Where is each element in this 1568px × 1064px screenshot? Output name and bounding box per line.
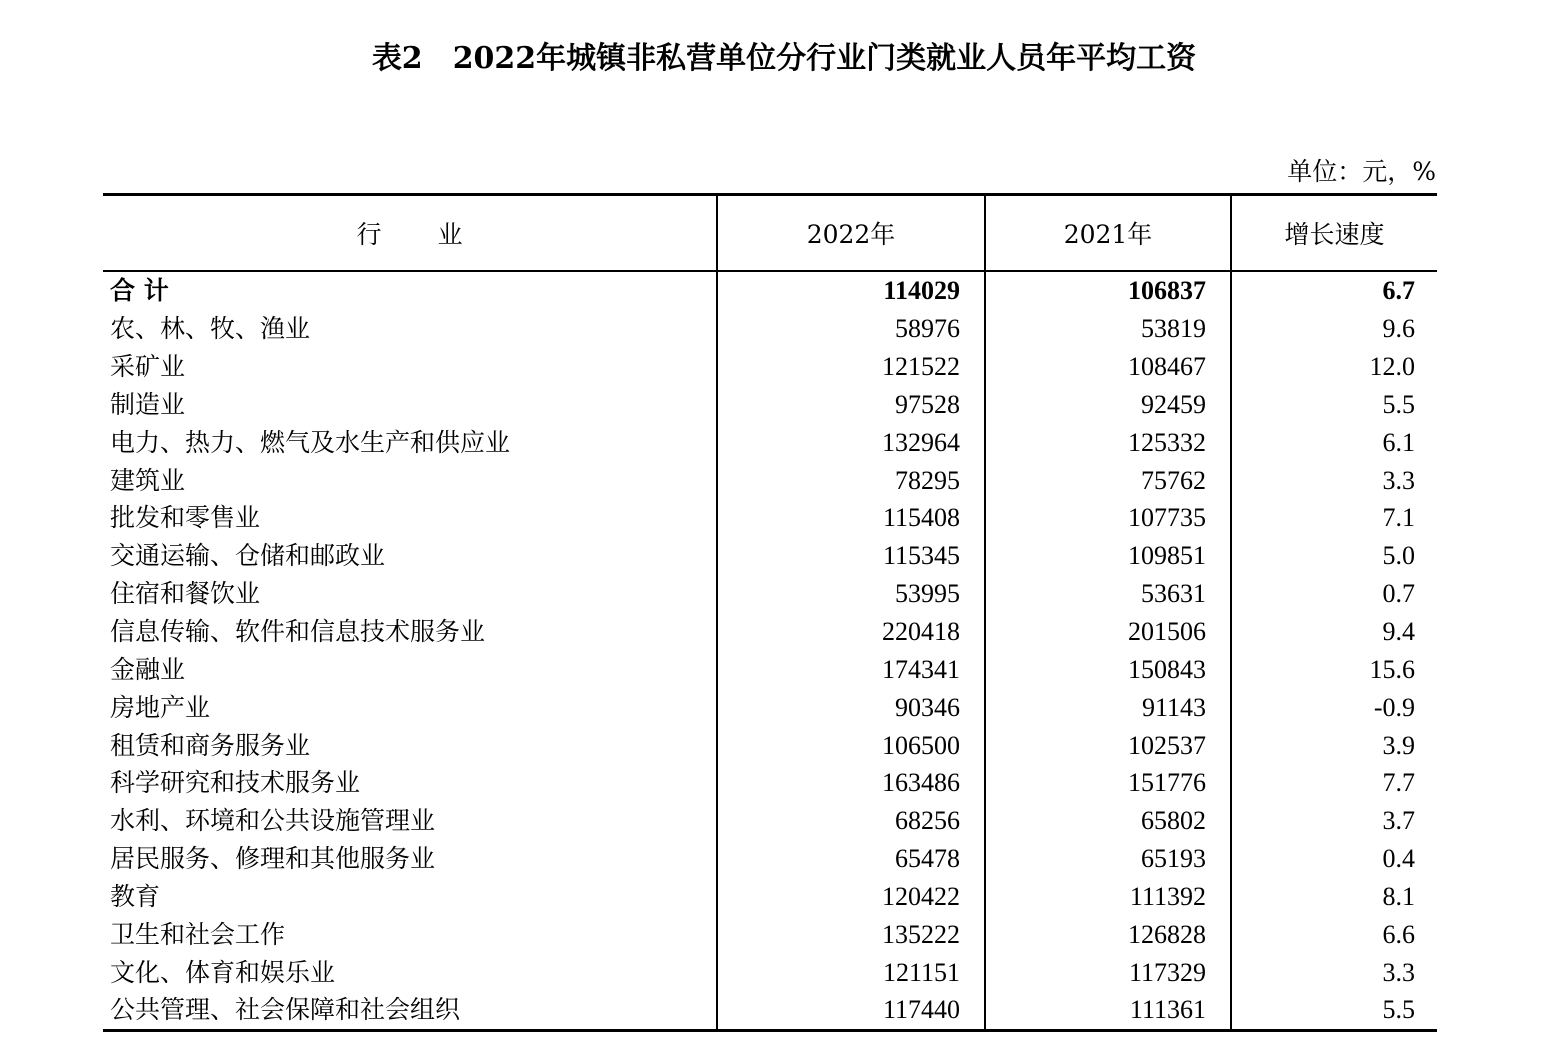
growth-rate-cell: 9.4 (1231, 613, 1437, 651)
value-2022-cell: 121522 (717, 348, 985, 386)
industry-cell: 交通运输、仓储和邮政业 (110, 541, 386, 571)
value-2021-cell: 75762 (985, 461, 1231, 499)
value-2022-cell: 115408 (717, 499, 985, 537)
value-2022-cell: 121151 (717, 953, 985, 991)
value-2021-cell: 111361 (985, 991, 1231, 1030)
growth-rate-cell: 9.6 (1231, 310, 1437, 348)
table-row (103, 386, 1437, 424)
value-2022-cell: 97528 (717, 386, 985, 424)
industry-cell: 文化、体育和娱乐业 (110, 957, 336, 987)
growth-rate-cell: 3.7 (1231, 802, 1437, 840)
table-row (103, 953, 1437, 991)
industry-cell: 水利、环境和公共设施管理业 (110, 806, 436, 836)
value-2021-cell: 125332 (985, 423, 1231, 461)
industry-cell: 科学研究和技术服务业 (110, 768, 361, 798)
value-2021-cell: 106837 (985, 271, 1231, 310)
value-2022-cell: 115345 (717, 537, 985, 575)
header-2021: 2021年 (985, 195, 1231, 272)
growth-rate-cell: -0.9 (1231, 688, 1437, 726)
table-row-total (103, 271, 1437, 310)
table-row (103, 461, 1437, 499)
table-row (103, 613, 1437, 651)
table-header-row (103, 195, 1437, 272)
value-2021-cell: 108467 (985, 348, 1231, 386)
industry-cell: 金融业 (110, 654, 186, 684)
industry-cell: 采矿业 (110, 352, 186, 382)
value-2021-cell: 151776 (985, 764, 1231, 802)
value-2022-cell: 106500 (717, 726, 985, 764)
value-2021-cell: 53819 (985, 310, 1231, 348)
value-2022-cell: 120422 (717, 878, 985, 916)
value-2022-cell: 163486 (717, 764, 985, 802)
growth-rate-cell: 3.3 (1231, 461, 1437, 499)
value-2022-cell: 114029 (717, 271, 985, 310)
table-row (103, 878, 1437, 916)
table-row (103, 802, 1437, 840)
growth-rate-cell: 6.6 (1231, 915, 1437, 953)
value-2021-cell: 150843 (985, 650, 1231, 688)
unit-label: 单位：元，% (1287, 157, 1436, 186)
growth-rate-cell: 3.9 (1231, 726, 1437, 764)
growth-rate-cell: 6.7 (1231, 271, 1437, 310)
industry-cell: 教育 (110, 881, 161, 911)
table-row (103, 650, 1437, 688)
value-2021-cell: 65193 (985, 840, 1231, 878)
industry-cell: 卫生和社会工作 (110, 919, 286, 949)
table-row (103, 688, 1437, 726)
value-2021-cell: 65802 (985, 802, 1231, 840)
value-2022-cell: 117440 (717, 991, 985, 1030)
industry-cell: 制造业 (110, 389, 186, 419)
industry-cell: 农、林、牧、渔业 (110, 314, 311, 344)
header-industry-label: 行业 (356, 220, 519, 249)
industry-cell: 信息传输、软件和信息技术服务业 (110, 617, 486, 647)
value-2021-cell: 201506 (985, 613, 1231, 651)
table-row (103, 310, 1437, 348)
industry-cell: 电力、热力、燃气及水生产和供应业 (110, 427, 511, 457)
wage-table (103, 193, 1437, 1032)
industry-cell: 住宿和餐饮业 (110, 579, 261, 609)
growth-rate-cell: 5.5 (1231, 386, 1437, 424)
table-title-text: 2022年城镇非私营单位分行业门类就业人员年平均工资 (452, 41, 1197, 76)
table-row (103, 537, 1437, 575)
value-2021-cell: 117329 (985, 953, 1231, 991)
growth-rate-cell: 7.1 (1231, 499, 1437, 537)
value-2022-cell: 58976 (717, 310, 985, 348)
value-2021-cell: 92459 (985, 386, 1231, 424)
header-growth: 增长速度 (1231, 195, 1437, 272)
value-2022-cell: 68256 (717, 802, 985, 840)
industry-cell: 租赁和商务服务业 (110, 730, 311, 760)
table-row (103, 423, 1437, 461)
header-industry (103, 195, 717, 272)
industry-cell: 公共管理、社会保障和社会组织 (110, 995, 461, 1025)
industry-cell: 合 计 (110, 276, 169, 306)
value-2021-cell: 91143 (985, 688, 1231, 726)
industry-cell: 批发和零售业 (110, 503, 261, 533)
growth-rate-cell: 7.7 (1231, 764, 1437, 802)
table-row (103, 726, 1437, 764)
value-2021-cell: 53631 (985, 575, 1231, 613)
growth-rate-cell: 8.1 (1231, 878, 1437, 916)
growth-rate-cell: 6.1 (1231, 423, 1437, 461)
industry-cell: 房地产业 (110, 692, 211, 722)
table-row (103, 840, 1437, 878)
value-2022-cell: 78295 (717, 461, 985, 499)
growth-rate-cell: 15.6 (1231, 650, 1437, 688)
value-2022-cell: 220418 (717, 613, 985, 651)
growth-rate-cell: 3.3 (1231, 953, 1437, 991)
table-row (103, 499, 1437, 537)
value-2022-cell: 135222 (717, 915, 985, 953)
table-number: 表2 (371, 41, 423, 76)
growth-rate-cell: 0.4 (1231, 840, 1437, 878)
value-2021-cell: 126828 (985, 915, 1231, 953)
value-2021-cell: 102537 (985, 726, 1231, 764)
table-row (103, 575, 1437, 613)
value-2022-cell: 53995 (717, 575, 985, 613)
table-row (103, 348, 1437, 386)
growth-rate-cell: 12.0 (1231, 348, 1437, 386)
industry-cell: 居民服务、修理和其他服务业 (110, 844, 436, 874)
value-2021-cell: 107735 (985, 499, 1231, 537)
value-2022-cell: 132964 (717, 423, 985, 461)
industry-cell: 建筑业 (110, 465, 186, 495)
value-2022-cell: 90346 (717, 688, 985, 726)
growth-rate-cell: 5.5 (1231, 991, 1437, 1030)
value-2021-cell: 111392 (985, 878, 1231, 916)
table-row (103, 764, 1437, 802)
table-title (0, 34, 1568, 84)
table-row (103, 915, 1437, 953)
value-2021-cell: 109851 (985, 537, 1231, 575)
growth-rate-cell: 0.7 (1231, 575, 1437, 613)
header-2022: 2022年 (717, 195, 985, 272)
growth-rate-cell: 5.0 (1231, 537, 1437, 575)
value-2022-cell: 174341 (717, 650, 985, 688)
value-2022-cell: 65478 (717, 840, 985, 878)
table-row (103, 991, 1437, 1030)
